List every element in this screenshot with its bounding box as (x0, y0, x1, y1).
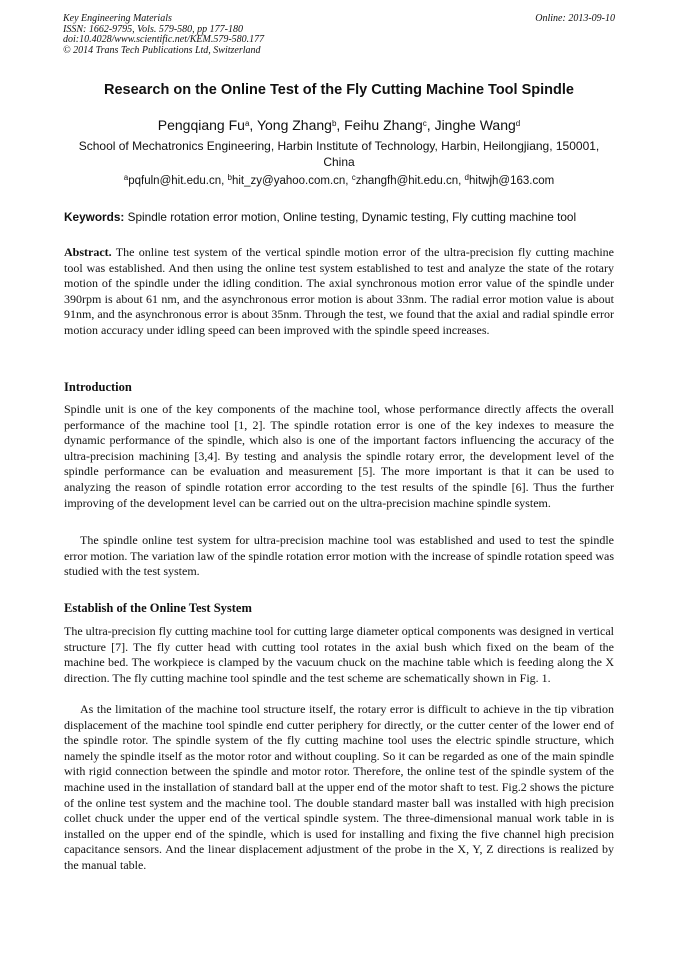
intro-paragraph-1: Spindle unit is one of the key components of the machine tool, whose performance directly affects the overall performance of the machine tool [1, 2]. The spindle rotation error is one of the key indexes to measure the dynamic performance of the spindle, which also is one of the important factors influencing the accuracy of the ultra-precision machining [3,4]. By testing and analysis the spindle rotary error, the development level of the spindle performance can be evaluation and measurement [5]. The more important is that it can be used to analyzing the reason of spindle rotation error according to the test results of the spindle [6]. Thus the further improving of the development level can be carried out on the ultra-precision machine spindle system. (64, 402, 614, 510)
author: Pengqiang Fu$^a$, (157, 117, 257, 133)
keywords (64, 210, 624, 224)
author: Jinghe Wang$^d$ (434, 117, 521, 133)
author: Feihu Zhang$^c$, (344, 117, 435, 133)
email[interactable]: $^a$pqfuln@hit.edu.cn (123, 173, 222, 187)
online-date: Online: 2013-09-10 (535, 13, 615, 24)
author: Yong Zhang$^b$, (256, 117, 345, 133)
publication-header (63, 14, 615, 56)
abstract (64, 245, 614, 339)
email[interactable]: $^c$zhangfh@hit.edu.cn (351, 173, 459, 187)
email[interactable]: $^b$hit_zy@yahoo.com.cn (227, 173, 346, 187)
journal-name: Key Engineering Materials (63, 13, 172, 24)
affiliation: School of Mechatronics Engineering, Harbin Institute of Technology, Harbin, Heilongjiang, 150001, China (78, 139, 600, 169)
intro-paragraph-2: The spindle online test system for ultra-precision machine tool was established and used to test the spindle error motion. The variation law of the spindle rotation error motion with the increase of spindle rotation speed was studied with the test system. (64, 533, 614, 579)
section-heading-introduction: Introduction (64, 380, 132, 394)
establish-paragraph-2: As the limitation of the machine tool structure itself, the rotary error is difficult to achieve in the tip vibration displacement of the machine tool spindle end cutter periphery for directly, or the cutter center of the lower end of the spindle rotor. The spindle system of the fly cutting machine tool uses the electric spindle structure, which namely the spindle itself as the motor rotor and without coupling. So it can be regarded as one of the main spindle with rigid connection between the spindle and motor rotor. Therefore, the online test of the spindle system of the machine used in the installation of standard ball at the upper end of the motor shaft to test. Fig.2 shows the picture of the online test system and the machine tool. The double standard master ball was installed with high precision collet chuck under the upper end of the vertical spindle system. The three-dimensional manual work table in is installed on the upper end of the spindle, which is used for installing and fixing the five channel high precision capacitance sensors. And the linear displacement adjustment of the probe in the X, Y, Z directions is realized by the manual table. (64, 702, 614, 872)
doi-line: doi:10.4028/www.scientific.net/KEM.579-580.177 (63, 34, 265, 45)
abstract-text: The online test system of the vertical spindle motion error of the ultra-precision fly cutting machine tool was established. And then using the online test system established to test and analyze the state of the rotary motion of the spindle under the idling condition. The axial synchronous motion error value of the spindle under 390rpm is about 61 nm, and the asynchronous error motion is about 33nm. The radial error motion value is about 91nm, and the asynchronous error is about 35nm. Through the test, we found that the axial and radial spindle error motion accuracy under idling speed can been improved with the spindle speed increases. (64, 245, 614, 337)
copyright-line: © 2014 Trans Tech Publications Ltd, Switzerland (63, 44, 261, 56)
keywords-text: Spindle rotation error motion, Online testing, Dynamic testing, Fly cutting machine tool (127, 210, 577, 224)
establish-paragraph-1: The ultra-precision fly cutting machine tool for cutting large diameter optical components was designed in vertical structure [7]. The fly cutter head with cutting tool rotates in the axial bush which fixed on the beam of the machine bed. The workpiece is clamped by the vacuum chuck on the machine table which is feeding along the X direction. The fly cutting machine tool spindle and the test scheme are schematically shown in Fig. 1. (64, 624, 614, 685)
email[interactable]: $^d$hitwjh@163.com (464, 173, 555, 187)
author-list (40, 117, 638, 133)
paper-title: Research on the Online Test of the Fly Cutting Machine Tool Spindle (104, 82, 574, 98)
section-heading-establish: Establish of the Online Test System (64, 601, 252, 615)
keywords-label: Keywords: (64, 210, 125, 224)
abstract-label: Abstract. (64, 245, 112, 259)
email-list: $^a$pqfuln@hit.edu.cn, $^b$hit_zy@yahoo.com.cn, $^c$zhangfh@hit.edu.cn, $^d$hitwjh@163.com (123, 173, 555, 187)
issn-line: ISSN: 1662-9795, Vols. 579-580, pp 177-180 (63, 23, 243, 35)
